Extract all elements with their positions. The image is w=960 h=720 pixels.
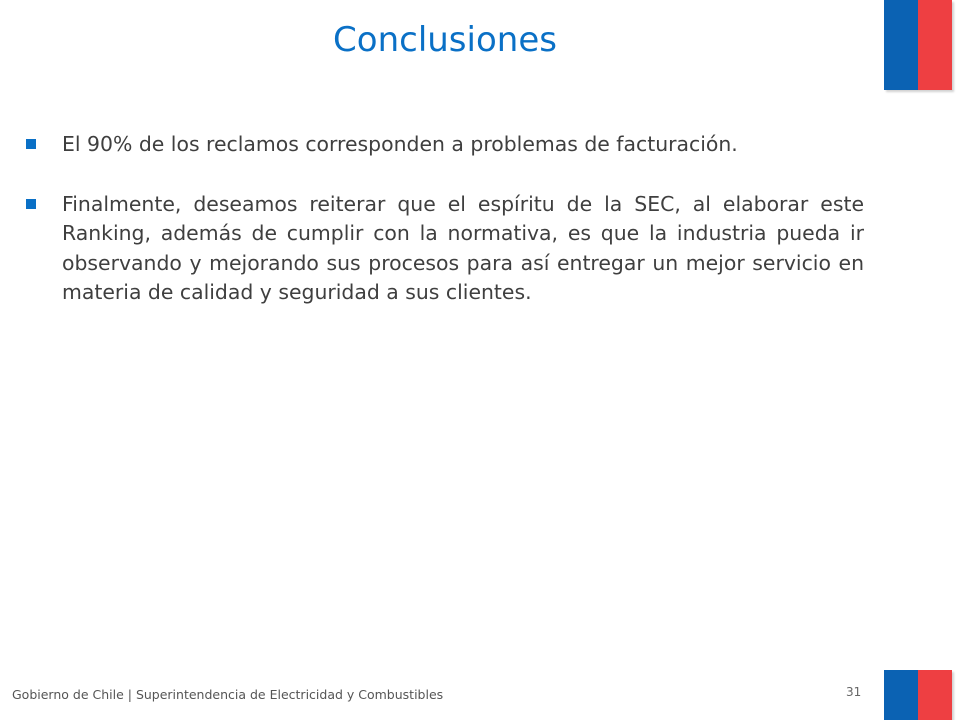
bullet-item: [26, 130, 864, 160]
square-bullet-icon: [26, 139, 36, 149]
chile-flag-decoration-bottom: [884, 670, 952, 720]
bullet-text: Finalmente, deseamos reiterar que el espíritu de la SEC, al elaborar este Ranking, además de cumplir con la normativa, es que la industria pueda ir observando y mejorando sus procesos para así entregar un mejor servicio en materia de calidad y seguridad a sus clientes.: [62, 191, 864, 304]
bullet-item: [26, 190, 864, 308]
square-bullet-icon: [26, 199, 36, 209]
page-number: 31: [846, 685, 862, 699]
bullet-text: El 90% de los reclamos corresponden a problemas de facturación.: [62, 132, 738, 156]
slide-title: Conclusiones: [333, 20, 557, 60]
flag-red-stripe: [918, 670, 952, 720]
flag-red-stripe: [918, 0, 952, 90]
chile-flag-decoration-top: [884, 0, 952, 90]
bullet-list: [26, 130, 864, 338]
flag-blue-stripe: [884, 670, 918, 720]
footer-institution: Gobierno de Chile | Superintendencia de Electricidad y Combustibles: [12, 687, 444, 702]
